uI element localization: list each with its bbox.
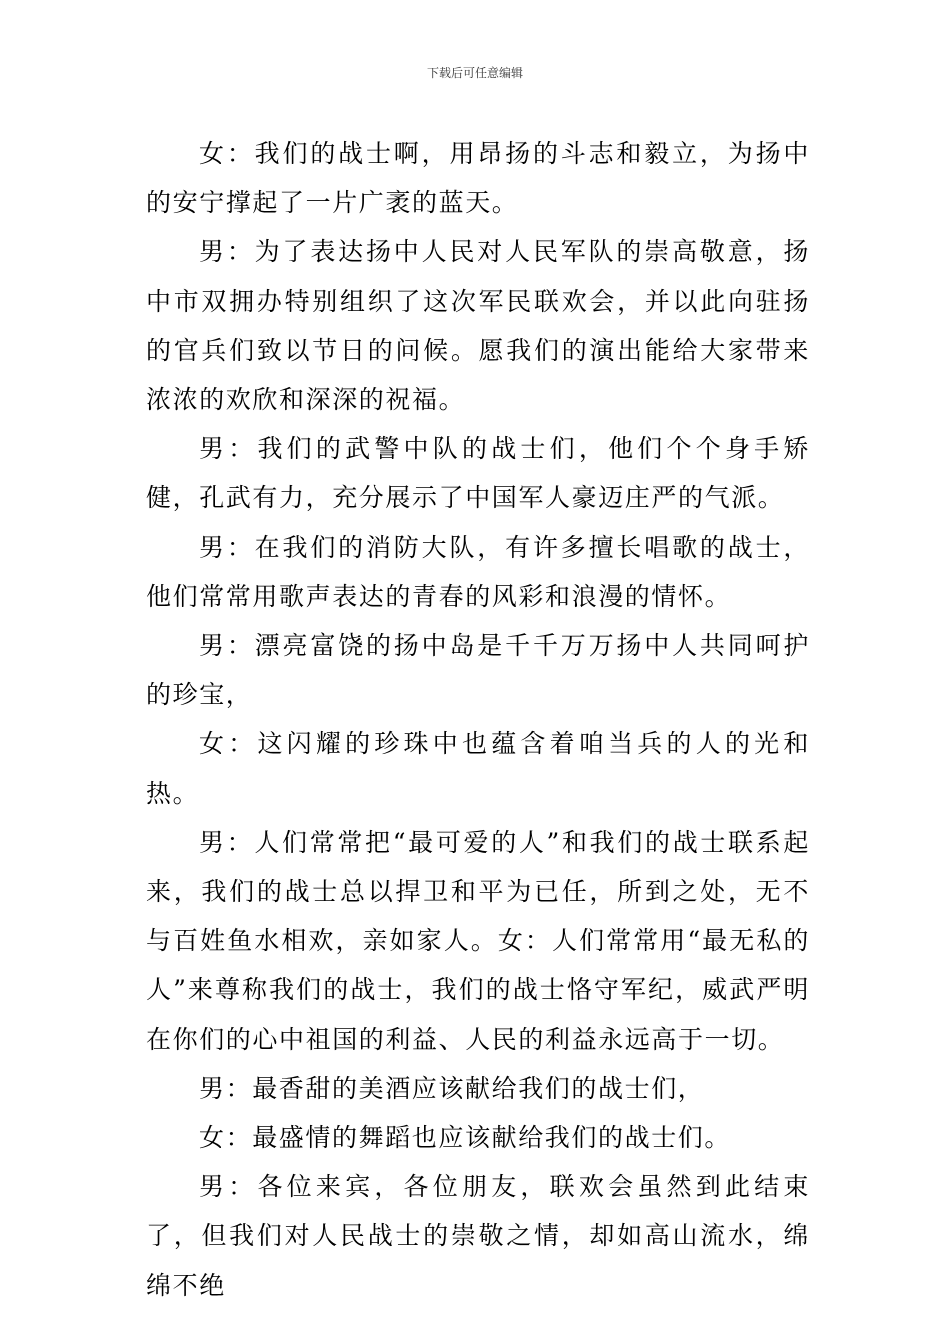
paragraph: 男：为了表达扬中人民对人民军队的崇高敬意，扬中市双拥办特别组织了这次军民联欢会，并以此向驻扬的官兵们致以节日的问候。愿我们的演出能给大家带来浓浓的欢欣和深深的祝福。 [146, 237, 810, 415]
body-text [146, 129, 810, 1310]
page-header: 下载后可任意编辑 [426, 66, 523, 80]
paragraph: 女：这闪耀的珍珠中也蕴含着咱当兵的人的光和热。 [146, 729, 810, 808]
paragraph: 男：在我们的消防大队，有许多擅长唱歌的战士，他们常常用歌声表达的青春的风彩和浪漫的情怀。 [146, 532, 810, 611]
paragraph: 男：人们常常把“最可爱的人”和我们的战士联系起来，我们的战士总以捍卫和平为已任，所到之处，无不与百姓鱼水相欢，亲如家人。女：人们常常用“最无私的人”来尊称我们的战士，我们的战士恪守军纪，威武严明在你们的心中祖国的利益、人民的利益永远高于一切。 [146, 827, 810, 1054]
paragraph: 男：各位来宾，各位朋友，联欢会虽然到此结束了，但我们对人民战士的崇敬之情，却如高山流水，绵绵不绝 [146, 1172, 810, 1300]
paragraph: 女：最盛情的舞蹈也应该献给我们的战士们。 [199, 1123, 732, 1153]
paragraph: 男：漂亮富饶的扬中岛是千千万万扬中人共同呵护的珍宝， [146, 631, 810, 710]
paragraph: 男：我们的武警中队的战士们，他们个个身手矫健，孔武有力，充分展示了中国军人豪迈庄严的气派。 [146, 434, 810, 513]
paragraph: 男：最香甜的美酒应该献给我们的战士们， [199, 1073, 705, 1103]
paragraph: 女：我们的战士啊，用昂扬的斗志和毅立，为扬中的安宁撑起了一片广袤的蓝天。 [146, 139, 810, 218]
